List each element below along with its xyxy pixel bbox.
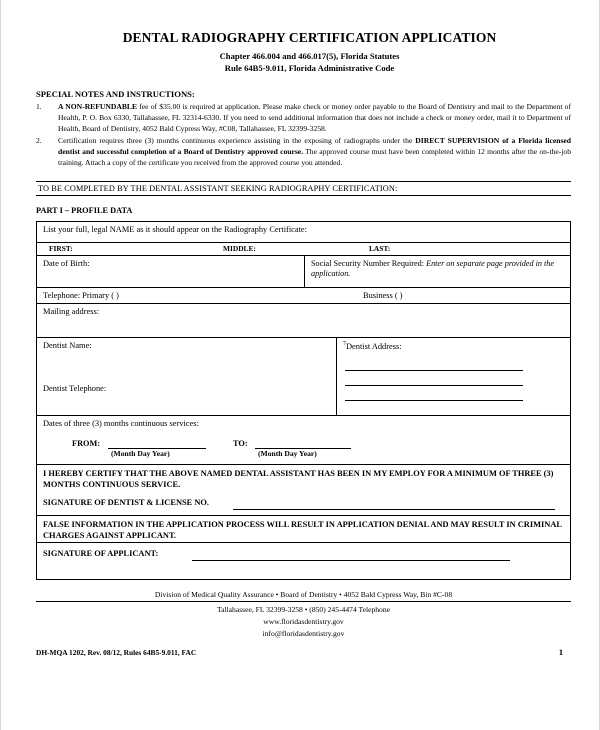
profile-data-table: [36, 221, 571, 580]
to-date-parts-label: (Month Day Year): [258, 448, 317, 458]
name-prompt-label: List your full, legal NAME as it should appear on the Radiography Certificate:: [43, 224, 307, 234]
false-information-text: FALSE INFORMATION IN THE APPLICATION PROCESS WILL RESULT IN APPLICATION DENIAL AND MAY RESULT IN CRIMINAL CHARGES AGAINST APPLICANT.: [43, 519, 562, 541]
dentist-address-label: Dentist Address:: [346, 341, 402, 351]
instruction-item-1: [36, 102, 571, 134]
table-row: [37, 465, 570, 492]
dentist-signature-label: SIGNATURE OF DENTIST & LICENSE NO.: [43, 497, 209, 507]
certify-statement-text: I HEREBY CERTIFY THAT THE ABOVE NAMED DENTAL ASSISTANT HAS BEEN IN MY EMPLOY FOR A MINIMUM OF THREE (3) MONTHS CONTINUOUS SERVICE.: [43, 468, 554, 490]
instruction-item-2: [36, 136, 571, 168]
table-row: [37, 256, 570, 288]
dentist-signature-wrap: [37, 492, 570, 515]
footer-email[interactable]: info@floridasdentistry.gov: [262, 628, 345, 638]
page-title: DENTAL RADIOGRAPHY CERTIFICATION APPLICATION: [122, 30, 497, 45]
part-heading: PART I – PROFILE DATA: [36, 205, 133, 215]
table-row: [37, 288, 570, 304]
dentist-telephone-label: Dentist Telephone:: [43, 383, 107, 393]
page-footer: [36, 590, 571, 657]
address-write-line[interactable]: [345, 371, 523, 386]
primary-phone-label: Telephone: Primary ( ): [43, 290, 119, 300]
date-of-birth-label: Date of Birth:: [43, 258, 90, 268]
instruction-lead-bold: A NON-REFUNDABLE: [58, 102, 138, 111]
first-name-label: FIRST:: [49, 243, 73, 253]
telephone-cell[interactable]: [37, 288, 570, 303]
address-write-line[interactable]: [345, 386, 523, 401]
applicant-signature-cell: [37, 543, 570, 579]
instruction-body-text: fee of $35.00 is required at application. Please make check or money order payable to the Board of Dentistry and mail to the Department of Health, P. O. Box 6330, Tallahassee, FL 32314-6330. If you need to send additional information that does not include a check or money order, mail it to Department of Health, Board of Dentistry, 4052 Bald Cypress Way, #C08, Tallahassee, FL 32399-3258.: [58, 102, 571, 133]
applicant-signature-line[interactable]: [192, 559, 510, 561]
dates-of-service-cell: [37, 416, 570, 438]
applicant-signature-label: SIGNATURE OF APPLICANT:: [43, 548, 159, 558]
to-label: TO:: [233, 438, 248, 448]
footer-meta-row: [36, 648, 571, 657]
mailing-address-cell[interactable]: [37, 304, 570, 337]
false-information-cell: [37, 516, 570, 542]
dentist-signature-line[interactable]: [233, 508, 555, 510]
last-name-label: LAST:: [369, 243, 391, 253]
page-number: 1: [558, 647, 563, 657]
name-prompt-cell[interactable]: [37, 222, 570, 242]
instruction-bold-a: DIRECT SUPERVISION of a Florida licensed dentist and successful completion of a Board of Dentistry approved course.: [58, 136, 571, 157]
rule-reference: Rule 64B5-9.011, Florida Administrative Code: [224, 63, 395, 73]
dentist-address-cell[interactable]: [337, 338, 570, 415]
applicant-signature-wrap: [37, 543, 570, 579]
instruction-text: [58, 136, 571, 168]
statute-reference: Chapter 466.004 and 466.017(5), Florida Statutes: [219, 51, 400, 61]
dentist-info-cell[interactable]: [37, 338, 337, 415]
form-sheet: [36, 30, 571, 657]
table-row: [37, 543, 570, 579]
footnote-marker-icon: 7: [343, 340, 346, 347]
instruction-text-b: The approved course must have been completed within 12 months after the on-the-job training. Attach a copy of the certificate you received from the approved course you attended.: [58, 147, 571, 167]
address-write-line[interactable]: [345, 401, 523, 416]
table-row: [37, 243, 570, 256]
instruction-number: 2.: [36, 136, 42, 146]
table-row: [37, 438, 570, 465]
instruction-text-a: Certification requires three (3) months continuous experience assisting in the exposing of radiographs under the: [58, 136, 416, 146]
dentist-name-label: Dentist Name:: [43, 340, 92, 350]
table-row: [37, 338, 570, 416]
name-parts-cell[interactable]: [37, 243, 570, 255]
from-label: FROM:: [72, 438, 101, 448]
footer-address-line: Tallahassee, FL 32399-3258 • (850) 245-4474 Telephone: [216, 604, 391, 614]
date-of-birth-cell[interactable]: [37, 256, 305, 287]
table-row: [37, 492, 570, 516]
section-banner: TO BE COMPLETED BY THE DENTAL ASSISTANT SEEKING RADIOGRAPHY CERTIFICATION:: [36, 181, 571, 196]
dentist-signature-cell: [37, 492, 570, 515]
ssn-label: Social Security Number Required:: [311, 258, 425, 268]
ssn-note: Enter on separate page provided in the application.: [311, 258, 555, 279]
name-parts-wrap: [43, 243, 564, 255]
footer-website[interactable]: www.floridasdentistry.gov: [263, 616, 344, 626]
table-row: [37, 516, 570, 543]
from-to-cell: [37, 438, 570, 464]
from-date-parts-label: (Month Day Year): [111, 448, 170, 458]
certify-statement-cell: [37, 465, 570, 492]
instructions-heading: SPECIAL NOTES AND INSTRUCTIONS:: [36, 89, 195, 99]
mailing-address-label: Mailing address:: [43, 306, 100, 316]
instruction-number: 1.: [36, 102, 42, 111]
table-row: [37, 416, 570, 438]
footer-agency-line: Division of Medical Quality Assurance • Board of Dentistry • 4052 Bald Cypress Way, Bin #C-08: [36, 590, 571, 602]
form-code: DH-MQA 1202, Rev. 08/12, Rules 64B5-9.011, FAC: [36, 647, 197, 657]
telephone-wrap: [43, 290, 565, 301]
from-to-wrap: [37, 438, 570, 464]
table-row: [37, 304, 570, 338]
middle-name-label: MIDDLE:: [223, 243, 256, 253]
instruction-text: [58, 102, 571, 134]
ssn-text: [311, 259, 565, 280]
business-phone-label: Business ( ): [363, 290, 403, 300]
table-row: [37, 222, 570, 243]
dates-of-service-label: Dates of three (3) months continuous services:: [43, 418, 199, 428]
address-write-line[interactable]: [345, 356, 523, 371]
ssn-cell[interactable]: [305, 256, 570, 287]
dentist-address-lines: [345, 356, 523, 416]
